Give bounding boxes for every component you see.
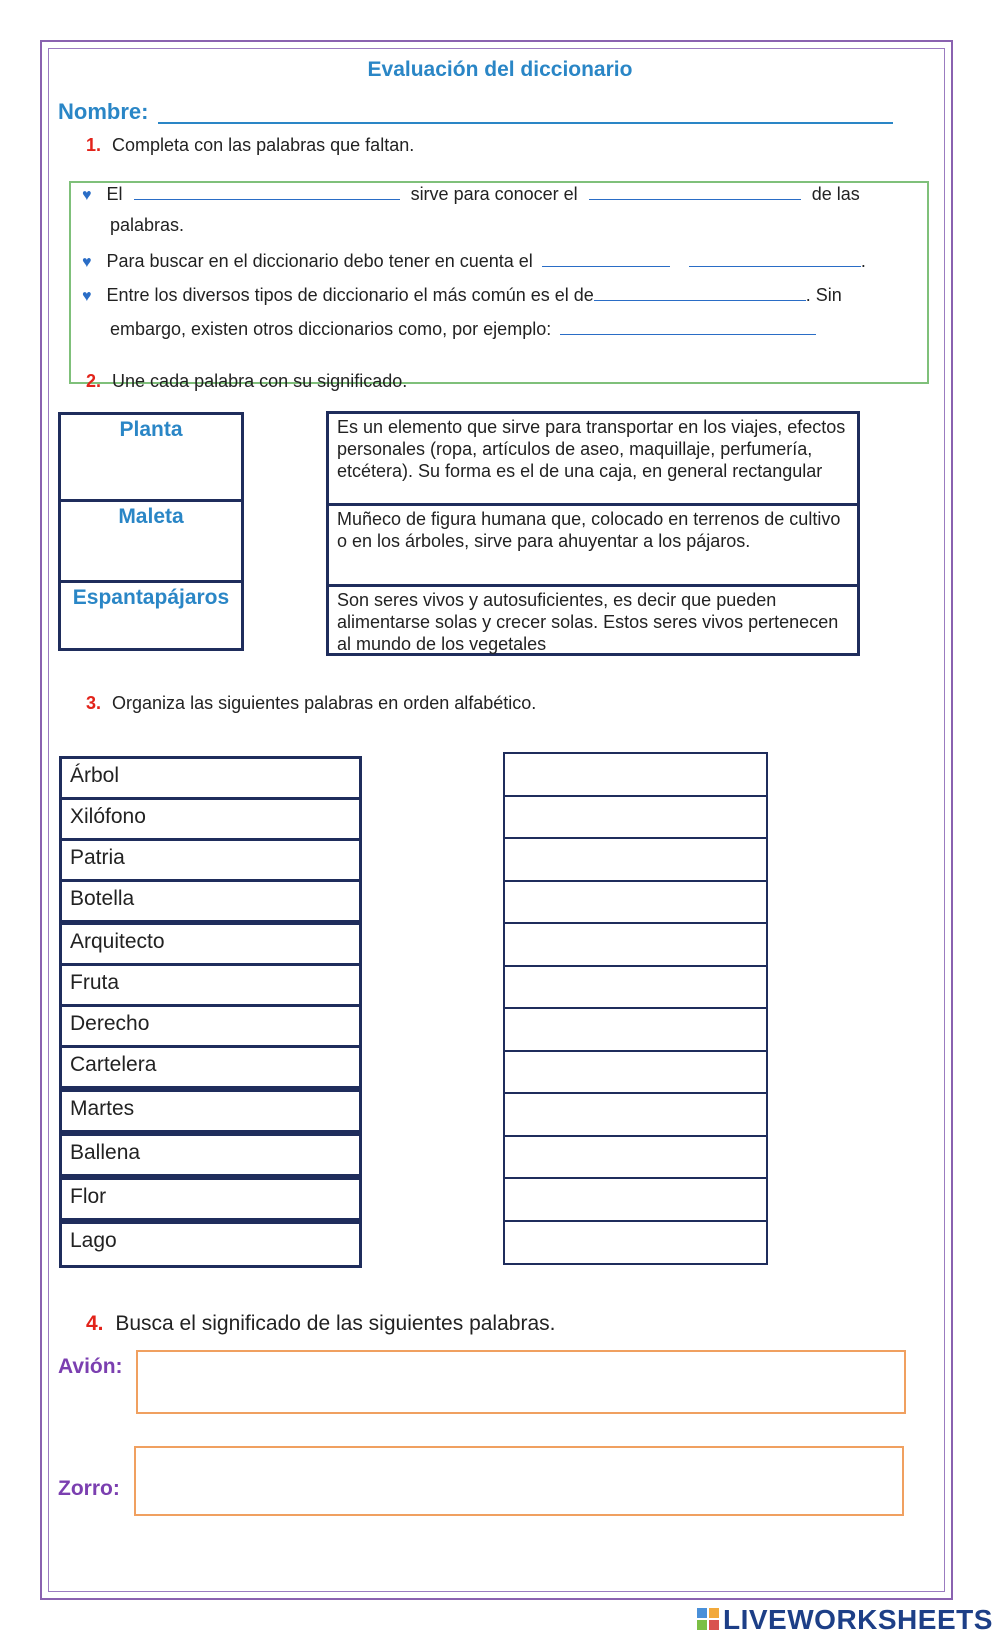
- word-text: Martes: [70, 1097, 135, 1120]
- name-label: Nombre:: [58, 99, 149, 124]
- word-row: [59, 1221, 362, 1268]
- blank-5[interactable]: [594, 282, 806, 301]
- name-input-line[interactable]: [158, 122, 893, 124]
- answer-row[interactable]: [503, 922, 768, 967]
- word-row: [59, 838, 362, 882]
- word-text: Árbol: [70, 764, 120, 787]
- bullet-3-text-b: . Sin: [805, 285, 842, 305]
- word-row: [59, 1177, 362, 1221]
- word-text: Patria: [70, 846, 125, 869]
- definition-text: Es un elemento que sirve para transportar en los viajes, efectos personales (ropa, artículos de aseo, maquillaje, perfumería, etcétera). Su forma es el de una caja, en general rectangular: [337, 417, 846, 481]
- word-text: Lago: [70, 1229, 117, 1252]
- match-word: Planta: [119, 418, 183, 441]
- liveworksheets-logo: [697, 1604, 993, 1636]
- bullet-1: [82, 181, 860, 205]
- answer-row[interactable]: [503, 837, 768, 882]
- word-row: [59, 1045, 362, 1089]
- bullet-2-end: .: [860, 251, 866, 271]
- word-row: [59, 1133, 362, 1177]
- answer-row[interactable]: [503, 1007, 768, 1052]
- question-4: [86, 1312, 555, 1336]
- question-4-number: 4.: [86, 1312, 104, 1335]
- heart-bullet-icon: ♥: [82, 288, 92, 305]
- definition-cell[interactable]: [326, 411, 860, 506]
- word-row: [59, 1089, 362, 1133]
- bullet-2-text: Para buscar en el diccionario debo tener en cuenta el: [106, 251, 533, 271]
- answer-box-avion[interactable]: [136, 1350, 906, 1414]
- word-row: [59, 963, 362, 1007]
- match-word: Espantapájaros: [72, 586, 230, 609]
- question-2-number: 2.: [86, 371, 102, 391]
- answer-row[interactable]: [503, 752, 768, 797]
- bullet-1-text-c: de las: [811, 184, 860, 204]
- definition-text: Muñeco de figura humana que, colocado en terrenos de cultivo o en los árboles, sirve para ahuyentar a los pájaros.: [337, 509, 841, 551]
- match-word: Maleta: [118, 505, 184, 528]
- definition-cell[interactable]: [326, 584, 860, 656]
- word-row: [59, 1004, 362, 1048]
- match-word-cell[interactable]: [58, 412, 244, 502]
- bullet-3-continued: [110, 316, 816, 340]
- word-text: Arquitecto: [70, 930, 165, 953]
- word-text: Fruta: [70, 971, 120, 994]
- match-word-cell[interactable]: [58, 580, 244, 651]
- question-3: [86, 693, 536, 714]
- word-text: Botella: [70, 887, 135, 910]
- answer-label-zorro: Zorro:: [58, 1477, 120, 1500]
- answer-row[interactable]: [503, 1177, 768, 1222]
- bullet-1-continued: palabras.: [110, 215, 185, 235]
- liveworksheets-logo-text: LIVEWORKSHEETS: [723, 1604, 993, 1635]
- question-3-text: Organiza las siguientes palabras en orden alfabético.: [112, 693, 537, 713]
- answer-label-avion: Avión:: [58, 1355, 123, 1378]
- blank-4[interactable]: [689, 248, 861, 267]
- blank-6[interactable]: [560, 316, 816, 335]
- answer-row[interactable]: [503, 795, 768, 839]
- answer-row[interactable]: [503, 1135, 768, 1179]
- word-text: Cartelera: [70, 1053, 157, 1076]
- question-2: [86, 371, 407, 392]
- answer-row[interactable]: [503, 965, 768, 1009]
- worksheet-title: Evaluación del diccionario: [367, 58, 633, 81]
- bullet-3: [82, 282, 842, 306]
- answer-row[interactable]: [503, 880, 768, 924]
- definition-text: Son seres vivos y autosuficientes, es decir que pueden alimentarse solas y crecer solas. Estos seres vivos pertenecen al mundo de los vegetales: [337, 590, 839, 654]
- match-word-cell[interactable]: [58, 499, 244, 583]
- blank-3[interactable]: [542, 248, 670, 267]
- question-1-text: Completa con las palabras que faltan.: [112, 135, 415, 155]
- word-row: [59, 797, 362, 841]
- question-1: [86, 135, 414, 156]
- bullet-2: [82, 248, 866, 272]
- word-text: Flor: [70, 1185, 107, 1208]
- bullet-3-text-a: Entre los diversos tipos de diccionario el más común es el de: [106, 285, 594, 305]
- answer-box-zorro[interactable]: [134, 1446, 904, 1516]
- bullet-1-text-b: sirve para conocer el: [410, 184, 578, 204]
- bullet-1-text-a: El: [106, 184, 123, 204]
- definition-cell[interactable]: [326, 503, 860, 587]
- question-4-text: Busca el significado de las siguientes palabras.: [115, 1312, 556, 1335]
- word-row: [59, 922, 362, 966]
- blank-1[interactable]: [134, 181, 400, 200]
- word-row: [59, 756, 362, 800]
- word-text: Ballena: [70, 1141, 141, 1164]
- answer-row[interactable]: [503, 1050, 768, 1094]
- bullet-3-text-c: embargo, existen otros diccionarios como, por ejemplo:: [110, 319, 552, 339]
- question-1-number: 1.: [86, 135, 102, 155]
- blank-2[interactable]: [589, 181, 801, 200]
- question-3-number: 3.: [86, 693, 102, 713]
- heart-bullet-icon: ♥: [82, 187, 92, 204]
- word-text: Xilófono: [70, 805, 146, 828]
- heart-bullet-icon: ♥: [82, 254, 92, 271]
- answer-row[interactable]: [503, 1092, 768, 1137]
- word-row: [59, 879, 362, 923]
- question-2-text: Une cada palabra con su significado.: [112, 371, 408, 391]
- liveworksheets-logo-icon: [697, 1608, 719, 1630]
- word-text: Derecho: [70, 1012, 150, 1035]
- answer-row[interactable]: [503, 1220, 768, 1265]
